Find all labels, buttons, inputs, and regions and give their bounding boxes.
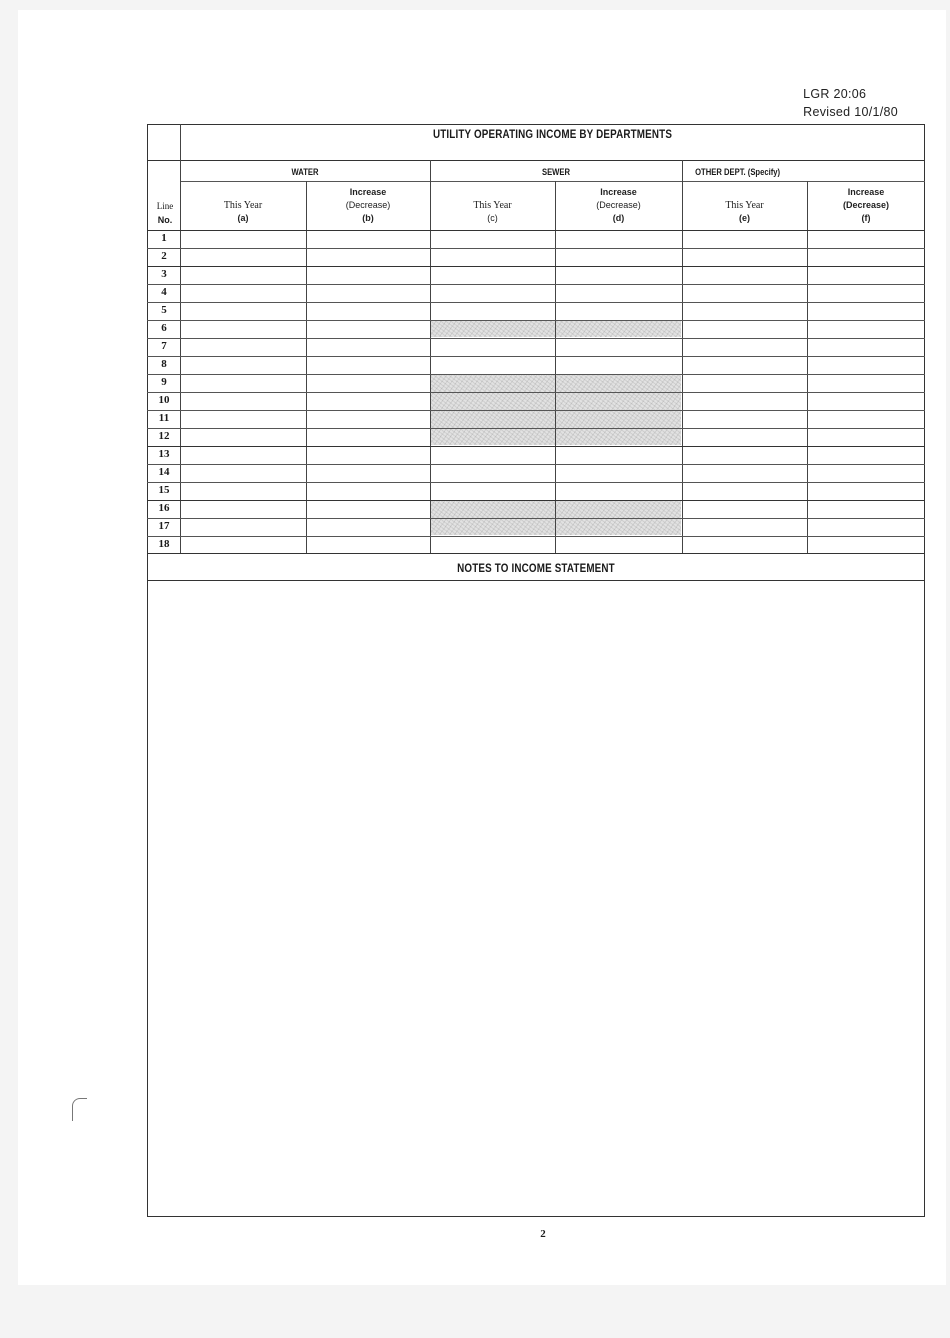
table-cell[interactable] (808, 519, 925, 536)
line-number: 12 (158, 430, 170, 442)
table-cell[interactable] (307, 339, 430, 356)
column-f-header (807, 186, 925, 225)
table-cell[interactable] (431, 249, 555, 266)
line-number: 13 (158, 448, 170, 460)
table-cell[interactable] (431, 483, 555, 500)
table-cell[interactable] (808, 393, 925, 410)
table-cell[interactable] (181, 393, 306, 410)
column-e-label: This Year (725, 200, 764, 211)
table-cell[interactable] (431, 393, 555, 410)
table-cell[interactable] (556, 519, 682, 536)
table-cell[interactable] (307, 519, 430, 536)
margin-binding-mark (72, 1098, 87, 1121)
table-bottom-border (147, 553, 925, 554)
column-d-label-top: Increase (600, 187, 637, 197)
line-number: 5 (161, 304, 167, 316)
column-b-label: (Decrease) (345, 200, 391, 210)
line-number: 6 (161, 322, 167, 334)
table-cell[interactable] (808, 537, 925, 553)
table-cell[interactable] (431, 429, 555, 446)
table-cell[interactable] (556, 537, 682, 553)
table-cell[interactable] (808, 501, 925, 518)
line-number: 18 (158, 538, 170, 550)
table-cell[interactable] (431, 447, 555, 464)
table-cell[interactable] (431, 411, 555, 428)
form-code: LGR 20:06 (803, 87, 867, 101)
notes-area[interactable] (149, 582, 923, 1215)
table-cell[interactable] (181, 519, 306, 536)
column-b-code: (b) (362, 213, 374, 223)
table-cell[interactable] (181, 303, 306, 320)
column-d-code: (d) (612, 213, 625, 223)
table-cell[interactable] (683, 429, 807, 446)
column-e-code: (e) (739, 213, 750, 223)
title-divider (147, 160, 925, 161)
table-cell[interactable] (683, 411, 807, 428)
line-number: 3 (161, 268, 167, 280)
table-cell[interactable] (683, 339, 807, 356)
table-cell[interactable] (431, 303, 555, 320)
table-cell[interactable] (808, 285, 925, 302)
column-f-label-top: Increase (847, 187, 885, 197)
table-cell[interactable] (683, 231, 807, 248)
table-cell[interactable] (181, 285, 306, 302)
column-c-code: (c) (487, 213, 498, 223)
table-cell[interactable] (808, 375, 925, 392)
column-e-label-top (682, 186, 807, 199)
table-cell[interactable] (683, 519, 807, 536)
table-cell[interactable] (181, 483, 306, 500)
table-cell[interactable] (556, 303, 682, 320)
table-cell[interactable] (307, 375, 430, 392)
table-cell[interactable] (556, 321, 682, 338)
table-cell[interactable] (556, 285, 682, 302)
line-header-bottom: No. (157, 215, 173, 225)
table-cell[interactable] (181, 357, 306, 374)
table-cell[interactable] (808, 465, 925, 482)
table-cell[interactable] (431, 321, 555, 338)
table-cell[interactable] (683, 357, 807, 374)
table-cell[interactable] (181, 501, 306, 518)
table-cell[interactable] (431, 537, 555, 553)
table-cell[interactable] (683, 249, 807, 266)
table-cell[interactable] (556, 501, 682, 518)
line-number: 17 (158, 520, 170, 532)
form-title: UTILITY OPERATING INCOME BY DEPARTMENTS (432, 127, 673, 141)
table-cell[interactable] (808, 249, 925, 266)
table-cell[interactable] (556, 231, 682, 248)
table-cell[interactable] (181, 321, 306, 338)
line-number: 7 (161, 340, 167, 352)
department-divider (180, 181, 925, 182)
table-cell[interactable] (683, 483, 807, 500)
table-cell[interactable] (181, 249, 306, 266)
column-b-label-top: Increase (349, 187, 387, 197)
table-cell[interactable] (307, 411, 430, 428)
table-cell[interactable] (181, 537, 306, 553)
table-cell[interactable] (556, 249, 682, 266)
line-number: 8 (161, 358, 167, 370)
table-cell[interactable] (181, 267, 306, 284)
column-c-header (430, 186, 555, 225)
table-cell[interactable] (808, 447, 925, 464)
column-c-label-top (430, 186, 555, 199)
table-cell[interactable] (556, 411, 682, 428)
table-cell[interactable] (556, 393, 682, 410)
table-cell[interactable] (431, 267, 555, 284)
table-cell[interactable] (307, 231, 430, 248)
table-cell[interactable] (181, 465, 306, 482)
table-cell[interactable] (307, 267, 430, 284)
line-number-header (150, 199, 180, 227)
table-cell[interactable] (683, 393, 807, 410)
line-number: 2 (161, 250, 167, 262)
table-cell[interactable] (683, 447, 807, 464)
form-identifier (803, 85, 898, 121)
table-cell[interactable] (307, 321, 430, 338)
table-cell[interactable] (181, 339, 306, 356)
table-cell[interactable] (181, 231, 306, 248)
column-d-header (555, 186, 682, 225)
table-cell[interactable] (556, 267, 682, 284)
table-cell[interactable] (307, 447, 430, 464)
table-cell[interactable] (808, 429, 925, 446)
table-cell[interactable] (181, 411, 306, 428)
table-cell[interactable] (808, 483, 925, 500)
notes-title: NOTES TO INCOME STATEMENT (457, 561, 615, 575)
table-cell[interactable] (556, 429, 682, 446)
column-a-label: This Year (223, 200, 263, 211)
table-cell[interactable] (808, 357, 925, 374)
table-cell[interactable] (431, 465, 555, 482)
table-cell[interactable] (556, 483, 682, 500)
table-cell[interactable] (307, 537, 430, 553)
table-cell[interactable] (431, 285, 555, 302)
column-b-header (306, 186, 430, 225)
water-department-header: WATER (291, 167, 319, 177)
column-f-code: (f) (861, 213, 871, 223)
table-cell[interactable] (683, 285, 807, 302)
table-cell[interactable] (683, 465, 807, 482)
table-cell[interactable] (808, 267, 925, 284)
form-revision-date: Revised 10/1/80 (803, 105, 898, 119)
table-cell[interactable] (307, 429, 430, 446)
table-cell[interactable] (307, 393, 430, 410)
table-cell[interactable] (808, 321, 925, 338)
sewer-department-header: SEWER (541, 167, 571, 177)
table-cell[interactable] (307, 303, 430, 320)
line-number: 1 (161, 232, 167, 244)
table-cell[interactable] (307, 465, 430, 482)
other-department-header: OTHER DEPT. (Specify) (695, 167, 781, 177)
line-number: 16 (158, 502, 170, 514)
line-number: 10 (158, 394, 170, 406)
table-cell[interactable] (683, 501, 807, 518)
column-a-code: (a) (237, 213, 249, 223)
table-cell[interactable] (556, 465, 682, 482)
table-cell[interactable] (307, 501, 430, 518)
table-cell[interactable] (683, 321, 807, 338)
line-header-top: Line (156, 201, 174, 211)
table-cell[interactable] (431, 339, 555, 356)
table-cell[interactable] (431, 357, 555, 374)
table-cell[interactable] (556, 339, 682, 356)
column-d-label: (Decrease) (596, 200, 641, 210)
line-number: 15 (158, 484, 170, 496)
table-cell[interactable] (307, 249, 430, 266)
table-cell[interactable] (181, 447, 306, 464)
column-a-label-top (180, 186, 306, 199)
table-cell[interactable] (808, 411, 925, 428)
table-cell[interactable] (683, 375, 807, 392)
table-cell[interactable] (556, 375, 682, 392)
column-c-label: This Year (473, 200, 512, 211)
table-cell[interactable] (431, 519, 555, 536)
line-number: 11 (158, 412, 170, 424)
line-number: 4 (161, 286, 167, 298)
table-cell[interactable] (556, 357, 682, 374)
table-cell[interactable] (431, 375, 555, 392)
table-cell[interactable] (683, 267, 807, 284)
table-cell[interactable] (683, 303, 807, 320)
table-cell[interactable] (556, 447, 682, 464)
table-cell[interactable] (683, 537, 807, 553)
table-cell[interactable] (808, 231, 925, 248)
table-cell[interactable] (181, 375, 306, 392)
table-cell[interactable] (808, 339, 925, 356)
table-cell[interactable] (307, 285, 430, 302)
table-cell[interactable] (431, 501, 555, 518)
line-number: 9 (161, 376, 167, 388)
table-cell[interactable] (181, 429, 306, 446)
column-e-header (682, 186, 807, 225)
table-cell[interactable] (307, 483, 430, 500)
notes-title-divider (147, 580, 925, 581)
column-f-label: (Decrease) (842, 200, 890, 210)
table-cell[interactable] (307, 357, 430, 374)
page-number: 2 (540, 1228, 546, 1240)
line-number: 14 (158, 466, 170, 478)
column-a-header (180, 186, 306, 225)
table-cell[interactable] (808, 303, 925, 320)
table-cell[interactable] (431, 231, 555, 248)
